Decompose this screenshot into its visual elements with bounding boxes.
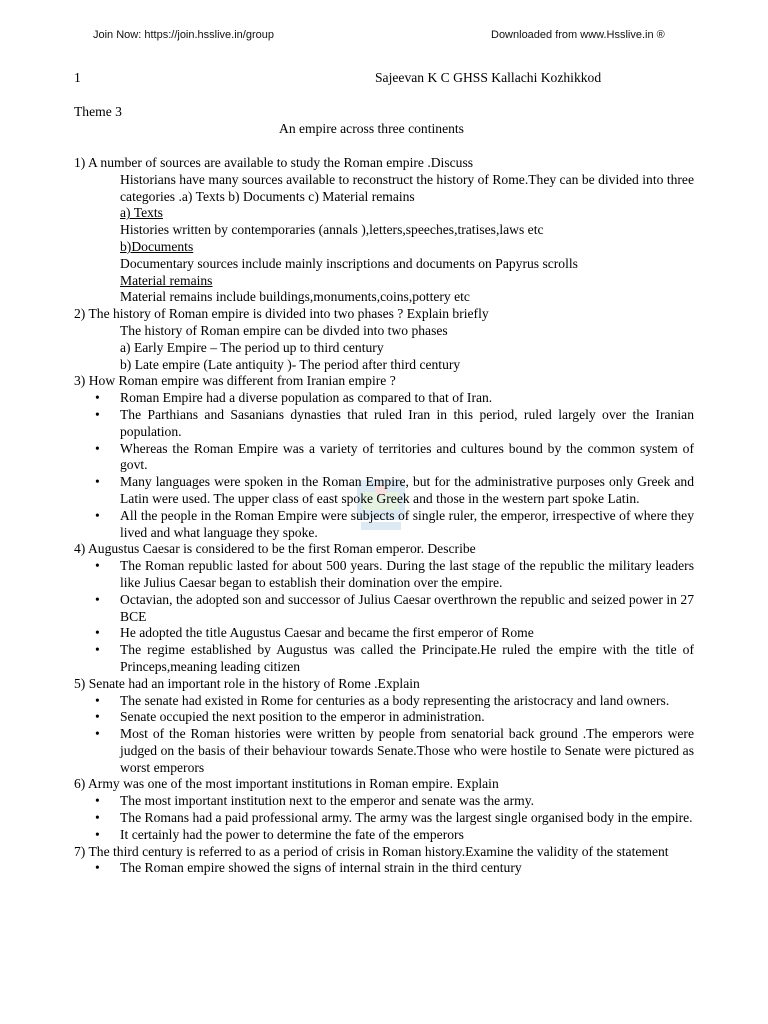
author-line: Sajeevan K C GHSS Kallachi Kozhikkod (375, 70, 602, 85)
bullet-icon: • (95, 726, 100, 742)
document-title: An empire across three continents (279, 121, 464, 136)
question-5: 5) Senate had an important role in the history of Rome .Explain (74, 675, 420, 691)
list-item: • It certainly had the power to determine the fate of the emperors (95, 826, 464, 842)
question-6: 6) Army was one of the most important institutions in Roman empire. Explain (74, 776, 499, 792)
q1-texts-heading: a) Texts (120, 205, 163, 221)
bullet-icon: • (95, 793, 100, 809)
q7-bullet-list (74, 860, 694, 877)
list-item: • The Roman empire showed the signs of internal strain in the third century (95, 860, 522, 876)
list-item: • All the people in the Roman Empire were subjects of single ruler, the emperor, irrespective of where they lived and what language they spoke. (95, 507, 694, 540)
q2-line: b) Late empire (Late antiquity )- The period after third century (120, 356, 461, 372)
bullet-icon: • (95, 642, 100, 658)
document-body (74, 155, 694, 877)
q2-line: The history of Roman empire can be divded into two phases (120, 322, 448, 338)
q1-intro: Historians have many sources available to reconstruct the history of Rome.They can be divided into three categories .a) Texts b) Documents c) Material remains (120, 171, 694, 204)
list-item: • Whereas the Roman Empire was a variety of territories and cultures bound by the common system of govt. (95, 440, 694, 473)
list-item: • The Parthians and Sasanians dynasties that ruled Iran in this period, ruled largely over the Iranian population. (95, 406, 694, 439)
q1-docs-body: Documentary sources include mainly inscriptions and documents on Papyrus scrolls (120, 255, 578, 271)
bullet-icon: • (95, 860, 100, 876)
list-item: • The regime established by Augustus was called the Principate.He ruled the empire with the title of Princeps,meaning leading citizen (95, 642, 694, 674)
page-number: 1 (74, 70, 81, 85)
q1-texts-body: Histories written by contemporaries (annals ),letters,speeches,tratises,laws etc (120, 222, 544, 238)
q4-bullet-list (74, 558, 694, 676)
bullet-icon: • (95, 406, 100, 422)
theme-label: Theme 3 (74, 104, 122, 119)
q5-bullet-list (74, 693, 694, 777)
list-item: • Many languages were spoken in the Roman Empire, but for the administrative purposes only Greek and Latin were used. The upper class of east spoke Greek and those in the western part spoke Latin. (95, 474, 694, 506)
bullet-icon: • (95, 826, 100, 842)
bullet-icon: • (95, 591, 100, 607)
bullet-icon: • (95, 474, 100, 490)
q2-line: a) Early Empire – The period up to third century (120, 339, 384, 355)
q1-material-body: Material remains include buildings,monuments,coins,pottery etc (120, 289, 470, 305)
bullet-icon: • (95, 558, 100, 574)
q1-material-heading: Material remains (120, 272, 213, 288)
list-item: • The senate had existed in Rome for centuries as a body representing the aristocracy and land owners. (95, 692, 670, 708)
bullet-icon: • (95, 810, 100, 826)
q3-bullet-list (74, 390, 694, 541)
bullet-icon: • (95, 692, 100, 708)
question-1: 1) A number of sources are available to study the Roman empire .Discuss (74, 155, 474, 170)
list-item: • He adopted the title Augustus Caesar and became the first emperor of Rome (95, 625, 534, 641)
list-item: • Roman Empire had a diverse population as compared to that of Iran. (95, 390, 493, 406)
header-join-link[interactable]: Join Now: https://join.hsslive.in/group (93, 29, 274, 41)
question-3: 3) How Roman empire was different from Iranian empire ? (74, 373, 396, 389)
bullet-icon: • (95, 625, 100, 641)
question-7: 7) The third century is referred to as a period of crisis in Roman history.Examine the validity of the statement (74, 843, 669, 859)
header-download-source: Downloaded from www.Hsslive.in ® (491, 29, 665, 41)
bullet-icon: • (95, 709, 100, 725)
question-4: 4) Augustus Caesar is considered to be the first Roman emperor. Describe (74, 541, 476, 557)
bullet-icon: • (95, 507, 100, 523)
question-2: 2) The history of Roman empire is divided into two phases ? Explain briefly (74, 306, 489, 322)
list-item: • The most important institution next to the emperor and senate was the army. (95, 793, 535, 809)
q6-bullet-list (74, 793, 694, 843)
list-item: • The Romans had a paid professional army. The army was the largest single organised body in the empire. (95, 810, 693, 826)
list-item: • Senate occupied the next position to the emperor in administration. (95, 709, 485, 725)
list-item: • The Roman republic lasted for about 500 years. During the last stage of the republic the military leaders like Julius Caesar began to establish their domination over the empire. (95, 558, 694, 590)
bullet-icon: • (95, 440, 100, 456)
list-item: • Octavian, the adopted son and successor of Julius Caesar overthrown the republic and seized power in 27 BCE (95, 591, 694, 624)
list-item: • Most of the Roman histories were written by people from senatorial back ground .The emperors were judged on the basis of their behaviour towards Senate.Those who were hostile to Senate were pictured as worst emperors (95, 726, 694, 775)
q1-docs-heading: b)Documents (120, 238, 194, 254)
bullet-icon: • (95, 390, 100, 406)
